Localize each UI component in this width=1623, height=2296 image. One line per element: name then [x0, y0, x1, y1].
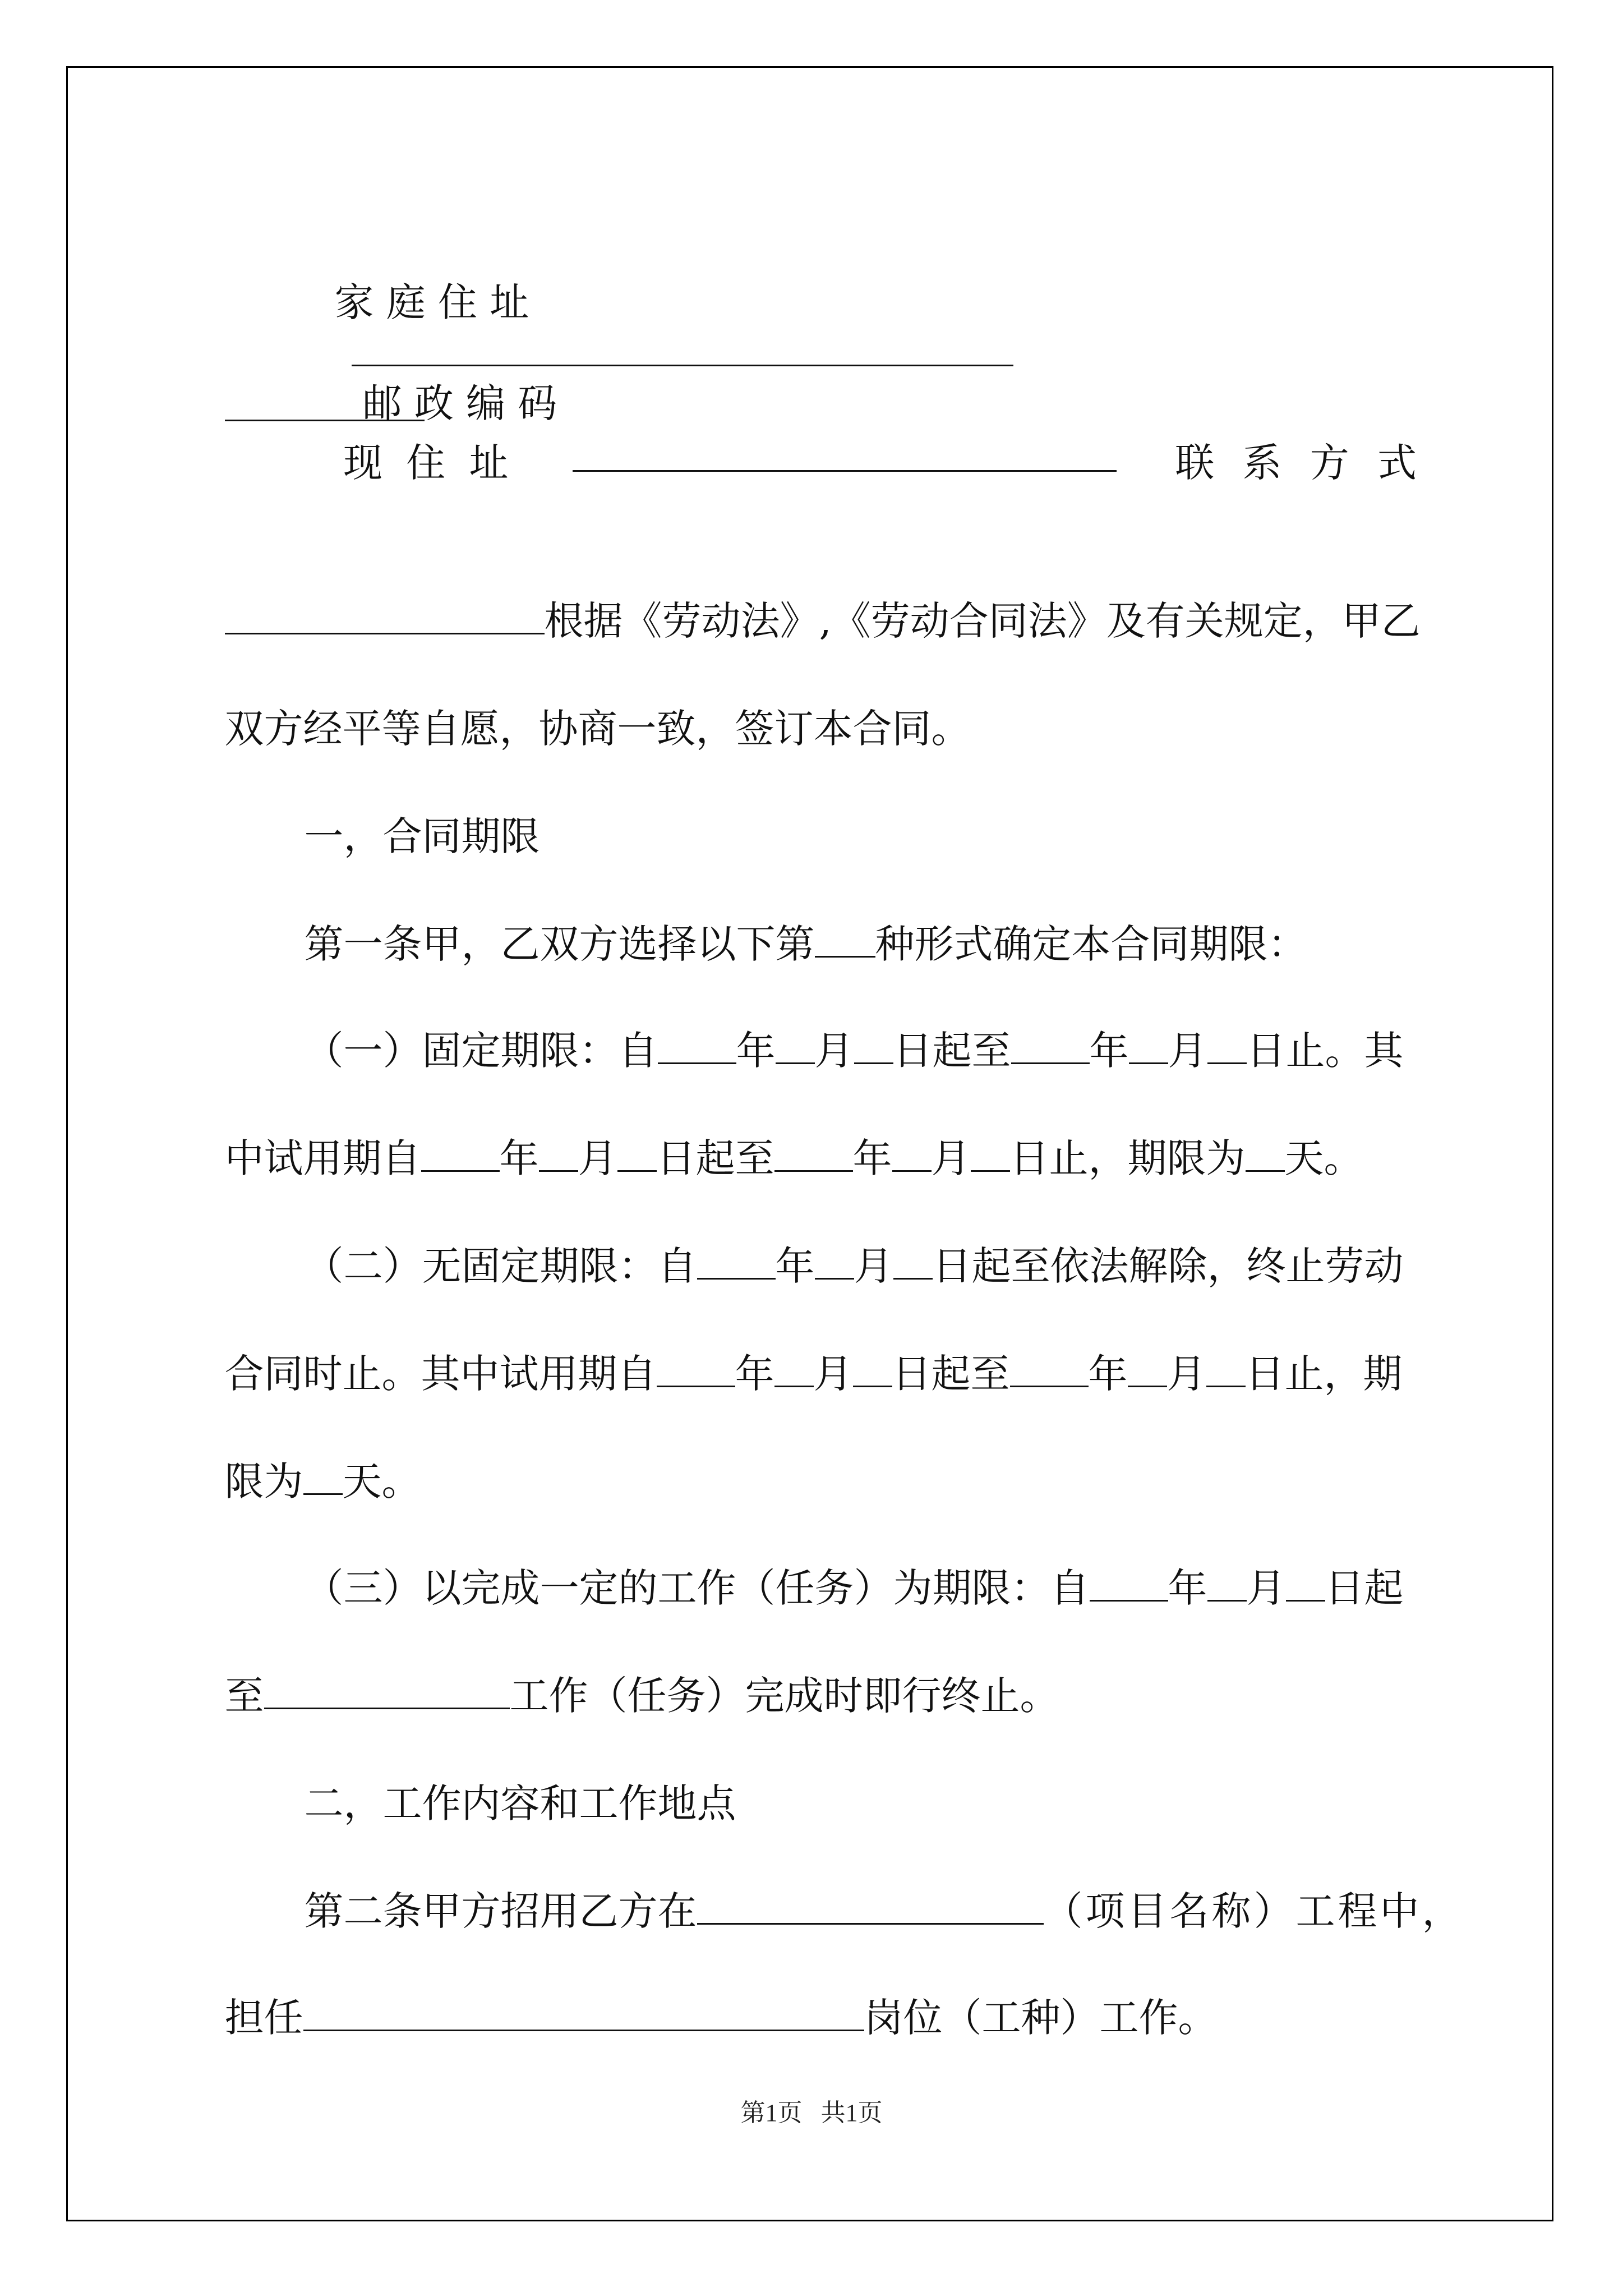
blank-month[interactable]	[774, 1353, 814, 1387]
blank-day[interactable]	[1286, 1567, 1325, 1602]
blank-month[interactable]	[815, 1245, 854, 1280]
article-2-text-b: （项目名称）工程中，	[1043, 1888, 1464, 1934]
postal-code-label: 邮 政 编 码	[362, 380, 557, 426]
blank-year[interactable]	[1011, 1030, 1090, 1064]
month-label: 月	[854, 1243, 893, 1289]
contact-label: 联 系 方 式	[1175, 440, 1424, 486]
probation-line-2	[200, 1298, 1403, 1397]
year-label: 年	[499, 1135, 539, 1181]
from-to-label: 日起至	[656, 1135, 774, 1181]
agreement-line	[200, 653, 971, 752]
from-to-label: 日起至	[892, 1351, 1010, 1397]
current-address-line	[343, 438, 1424, 488]
task-completion-line	[200, 1620, 1059, 1719]
year-label: 年	[1089, 1028, 1129, 1074]
probation-line-1	[200, 1083, 1363, 1181]
blank-year[interactable]	[697, 1245, 776, 1280]
current-address-label: 现 住 址	[343, 440, 514, 486]
year-label: 年	[1088, 1351, 1128, 1397]
blank-month[interactable]	[1207, 1567, 1247, 1602]
from-label: 日起	[1325, 1565, 1404, 1611]
article-1-text-a: 第一条甲，乙双方选择以下第	[304, 921, 815, 967]
open-term-line	[279, 1190, 1404, 1289]
blank-year[interactable]	[774, 1138, 853, 1172]
year-label: 年	[735, 1351, 774, 1397]
fixed-term-label: （一）固定期限：自	[304, 1028, 658, 1074]
blank-month[interactable]	[539, 1138, 578, 1172]
blank-day[interactable]	[1207, 1030, 1247, 1064]
blank-day[interactable]	[1206, 1353, 1246, 1387]
blank-days[interactable]	[1246, 1138, 1285, 1172]
month-label: 月	[814, 1028, 854, 1074]
blank-month[interactable]	[1129, 1030, 1168, 1064]
postal-code-field-line	[200, 332, 425, 383]
blank-year[interactable]	[1090, 1567, 1168, 1602]
probation-period-line	[200, 1406, 421, 1504]
page-footer	[0, 2092, 1623, 2128]
probation-label: 合同时止。其中试用期自	[224, 1351, 657, 1397]
legal-basis-text: 根据《劳动法》,《劳动合同法》及有关规定，甲乙	[544, 598, 1421, 644]
blank-year[interactable]	[657, 1353, 735, 1387]
form-choice-field[interactable]	[815, 923, 875, 958]
blank-year[interactable]	[1010, 1353, 1089, 1387]
task-field[interactable]	[264, 1675, 510, 1709]
year-label: 年	[852, 1135, 892, 1181]
article-1-text-b: 种形式确定本合同期限：	[875, 921, 1307, 967]
month-label: 月	[578, 1135, 617, 1181]
section-1-title: 一，合同期限	[304, 813, 540, 859]
days-label: 天。	[342, 1458, 421, 1504]
end-label: 日止。其	[1246, 1028, 1404, 1074]
month-label: 月	[931, 1135, 971, 1181]
month-label: 月	[813, 1351, 853, 1397]
blank-month[interactable]	[892, 1138, 932, 1172]
section-2-title: 二，工作内容和工作地点	[304, 1780, 736, 1826]
legal-basis-line	[200, 545, 1421, 644]
year-label: 年	[1168, 1565, 1207, 1611]
blank-year[interactable]	[658, 1030, 736, 1064]
period-label: 日止，期限为	[1009, 1135, 1246, 1181]
month-label: 月	[1246, 1565, 1286, 1611]
current-address-field[interactable]	[573, 438, 1117, 472]
end-label: 日止，期	[1245, 1351, 1403, 1397]
blank-year[interactable]	[421, 1138, 500, 1172]
year-label: 年	[736, 1028, 776, 1074]
agreement-text: 双方经平等自愿，协商一致，签订本合同。	[224, 706, 971, 752]
position-label: 担任	[224, 1995, 303, 2041]
period-label: 限为	[224, 1458, 303, 1504]
to-label: 至	[224, 1673, 264, 1719]
days-label: 天。	[1284, 1135, 1363, 1181]
page-total: 共1页	[820, 2099, 883, 2127]
from-to-label: 日起至	[893, 1028, 1011, 1074]
open-term-text: 日起至依法解除，终止劳动	[932, 1243, 1404, 1289]
section-1-heading	[279, 761, 540, 859]
month-label: 月	[1168, 1028, 1207, 1074]
month-label: 月	[1166, 1351, 1206, 1397]
position-line	[200, 1942, 1218, 2041]
home-address-field[interactable]	[352, 332, 1013, 366]
home-address-line	[310, 227, 1431, 426]
blank-month[interactable]	[776, 1030, 815, 1064]
article-2-text-a: 第二条甲方招用乙方在	[304, 1888, 697, 1934]
section-2-heading	[279, 1728, 736, 1826]
article-2-line	[279, 1835, 1464, 1934]
position-field[interactable]	[303, 1997, 864, 2031]
task-completion-text: 工作（任务）完成时即行终止。	[509, 1673, 1059, 1719]
blank-day[interactable]	[971, 1138, 1010, 1172]
blank-day[interactable]	[854, 1030, 893, 1064]
page-number: 第1页	[740, 2099, 803, 2127]
contact-field[interactable]	[225, 600, 545, 634]
postal-code-field[interactable]	[225, 387, 425, 421]
probation-label: 中试用期自	[224, 1135, 421, 1181]
project-name-field[interactable]	[697, 1890, 1044, 1925]
blank-day[interactable]	[853, 1353, 892, 1387]
home-address-label: 家 庭 住 址	[334, 279, 529, 325]
task-term-label: （三）以完成一定的工作（任务）为期限：自	[304, 1565, 1090, 1611]
fixed-term-line	[279, 975, 1404, 1074]
blank-day[interactable]	[893, 1245, 933, 1280]
task-term-line	[279, 1512, 1404, 1611]
open-term-label: （二）无固定期限：自	[304, 1243, 697, 1289]
blank-month[interactable]	[1128, 1353, 1167, 1387]
blank-day[interactable]	[617, 1138, 657, 1172]
article-1-line	[279, 868, 1307, 967]
year-label: 年	[775, 1243, 815, 1289]
position-text: 岗位（工种）工作。	[864, 1995, 1218, 2041]
blank-days[interactable]	[303, 1461, 343, 1495]
